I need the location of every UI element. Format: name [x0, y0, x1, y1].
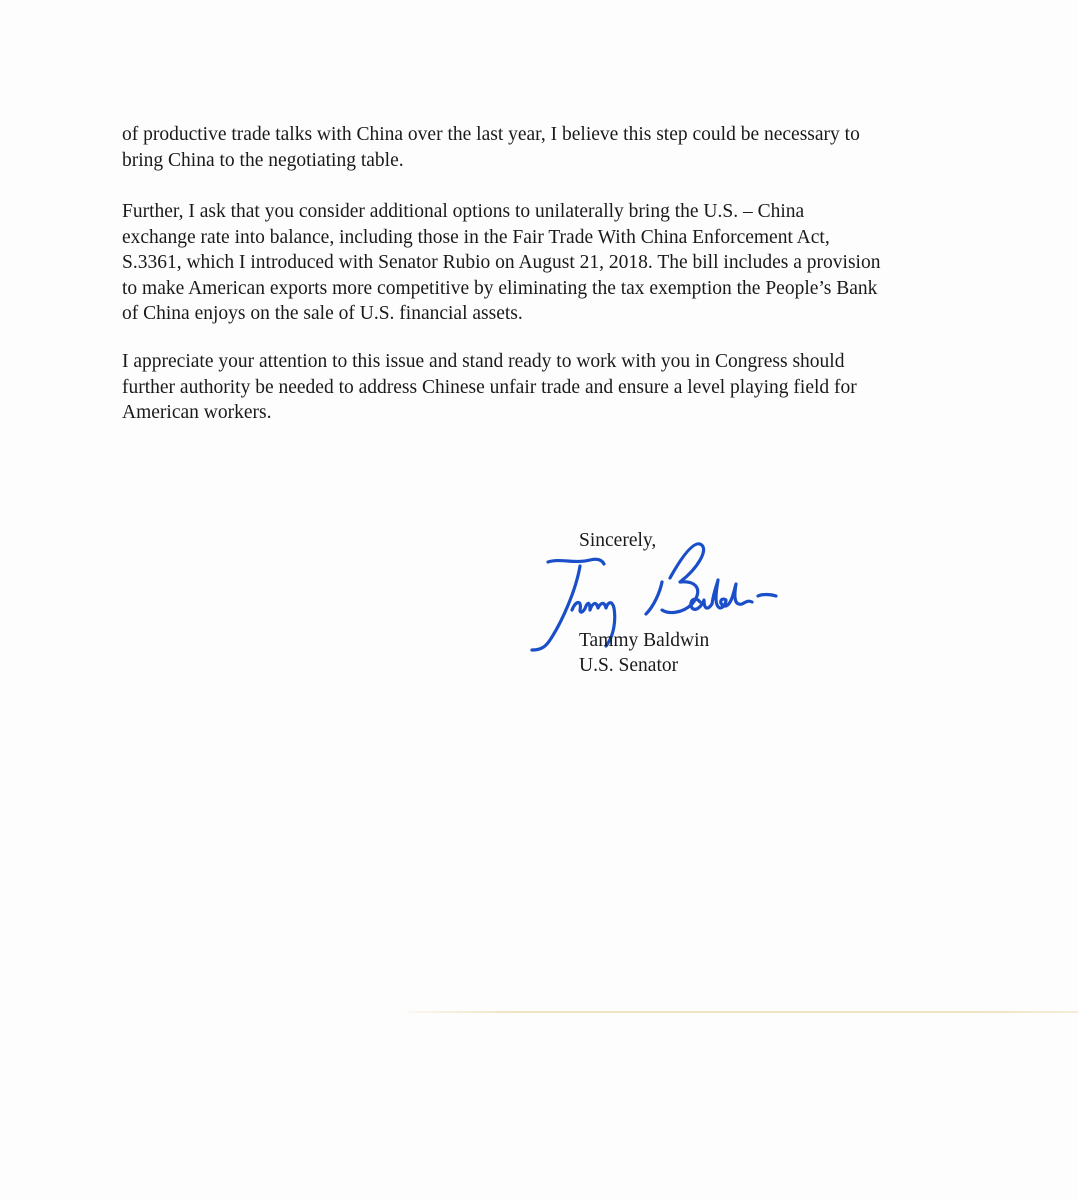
letter-paragraph-2	[122, 199, 982, 327]
letter-paragraph-3	[122, 349, 982, 426]
closing-salutation: Sincerely,	[579, 530, 657, 551]
text-line: Further, I ask that you consider additional options to unilaterally bring the U.S. – China	[122, 201, 805, 222]
signer-title: U.S. Senator	[579, 655, 679, 676]
text-line: further authority be needed to address Chinese unfair trade and ensure a level playing field for	[122, 376, 857, 398]
letter-paragraph-1	[122, 122, 982, 173]
text-line: of productive trade talks with China over the last year, I believe this step could be necessary to	[122, 124, 860, 145]
text-line: to make American exports more competitive by eliminating the tax exemption the People’s Bank	[122, 277, 878, 299]
signer-name: Tammy Baldwin	[579, 630, 710, 651]
text-line: bring China to the negotiating table.	[122, 149, 404, 171]
text-line: I appreciate your attention to this issue and stand ready to work with you in Congress should	[122, 351, 845, 372]
text-line: exchange rate into balance, including those in the Fair Trade With China Enforcement Act,	[122, 226, 830, 248]
paper-fold-line	[408, 1011, 1078, 1013]
text-line: American workers.	[122, 402, 272, 423]
text-line: of China enjoys on the sale of U.S. financial assets.	[122, 303, 523, 324]
text-line: S.3361, which I introduced with Senator Rubio on August 21, 2018. The bill includes a provision	[122, 252, 881, 273]
